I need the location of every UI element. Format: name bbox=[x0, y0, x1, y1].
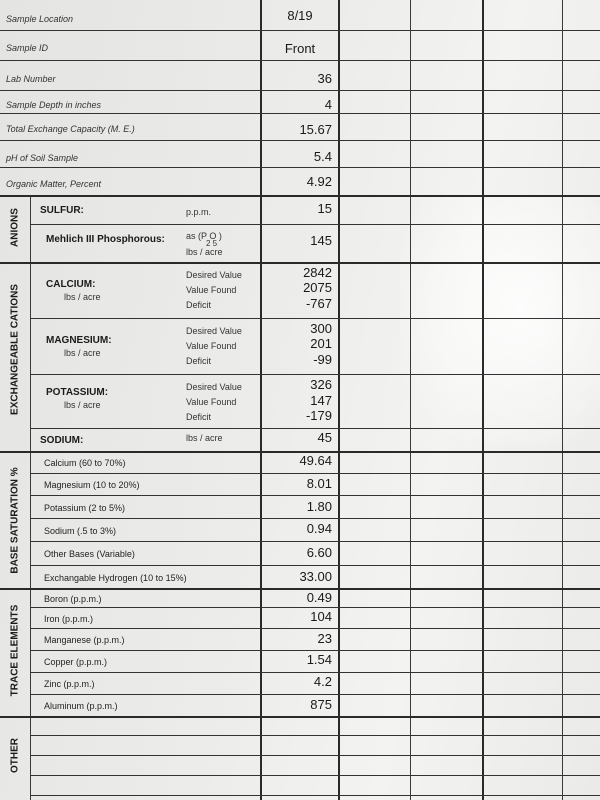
row-line bbox=[0, 30, 600, 31]
sulfur-unit: p.p.m. bbox=[186, 207, 212, 217]
row-line bbox=[30, 650, 600, 651]
calcium-deficit-label: Deficit bbox=[186, 300, 212, 310]
base-sat-value: 1.80 bbox=[306, 499, 332, 514]
phosphorous-label: Mehlich III Phosphorous: bbox=[46, 234, 165, 245]
header-value-sample-location: 8/19 bbox=[287, 8, 313, 23]
sodium-label: SODIUM: bbox=[40, 435, 84, 446]
header-value-tec: 15.67 bbox=[299, 122, 332, 137]
trace-label: Zinc (p.p.m.) bbox=[44, 679, 95, 689]
row-line bbox=[0, 90, 600, 91]
trace-value: 875 bbox=[310, 697, 332, 712]
section-label-cations: EXCHANGEABLE CATIONS bbox=[9, 284, 21, 415]
row-line bbox=[0, 113, 600, 114]
base-sat-label: Calcium (60 to 70%) bbox=[44, 458, 126, 468]
base-sat-value: 6.60 bbox=[306, 545, 332, 560]
potassium-found-label: Value Found bbox=[186, 397, 237, 407]
trace-label: Boron (p.p.m.) bbox=[44, 594, 102, 604]
magnesium-label: MAGNESIUM: bbox=[46, 335, 112, 346]
calcium-found-label: Value Found bbox=[186, 285, 237, 295]
header-value-lab-number: 36 bbox=[317, 71, 332, 86]
header-label-ph: pH of Soil Sample bbox=[6, 153, 79, 163]
header-label-lab-number: Lab Number bbox=[6, 74, 56, 84]
grid-line bbox=[482, 0, 484, 800]
base-sat-label: Potassium (2 to 5%) bbox=[44, 503, 126, 513]
base-sat-value: 33.00 bbox=[299, 569, 332, 584]
calcium-unit: lbs / acre bbox=[64, 292, 101, 302]
trace-label: Aluminum (p.p.m.) bbox=[44, 701, 118, 711]
trace-label: Iron (p.p.m.) bbox=[44, 614, 94, 624]
row-line bbox=[0, 140, 600, 141]
header-label-organic-matter: Organic Matter, Percent bbox=[6, 179, 102, 189]
potassium-deficit-value: -179 bbox=[305, 408, 332, 423]
base-sat-label: Exchangable Hydrogen (10 to 15%) bbox=[44, 573, 187, 583]
header-label-sample-location: Sample Location bbox=[6, 14, 74, 24]
sulfur-value: 15 bbox=[317, 201, 332, 216]
magnesium-deficit-label: Deficit bbox=[186, 356, 212, 366]
phosphorous-value: 145 bbox=[310, 233, 332, 248]
row-line bbox=[30, 755, 600, 756]
section-label-trace: TRACE ELEMENTS bbox=[9, 604, 21, 697]
trace-value: 104 bbox=[310, 609, 332, 624]
row-line bbox=[30, 775, 600, 776]
base-sat-value: 49.64 bbox=[299, 453, 332, 468]
row-line bbox=[0, 716, 600, 718]
base-sat-value: 8.01 bbox=[306, 476, 332, 491]
row-line bbox=[30, 428, 600, 429]
row-line bbox=[30, 318, 600, 319]
potassium-unit: lbs / acre bbox=[64, 400, 101, 410]
phosphorous-subscript: 2 5 bbox=[206, 239, 218, 248]
grid-line bbox=[30, 195, 31, 800]
row-line bbox=[30, 565, 600, 566]
row-line bbox=[30, 607, 600, 608]
row-line bbox=[30, 473, 600, 474]
row-line bbox=[30, 374, 600, 375]
header-label-sample-id: Sample ID bbox=[6, 43, 49, 53]
header-value-organic-matter: 4.92 bbox=[306, 174, 332, 189]
header-value-sample-depth: 4 bbox=[324, 97, 332, 112]
row-line bbox=[0, 262, 600, 264]
light-glare bbox=[400, 195, 600, 445]
section-label-other: OTHER bbox=[9, 738, 21, 773]
row-line bbox=[0, 167, 600, 168]
trace-value: 4.2 bbox=[313, 674, 332, 689]
magnesium-found-value: 201 bbox=[310, 336, 332, 351]
phosphorous-unit-2: lbs / acre bbox=[186, 247, 223, 257]
row-line bbox=[30, 518, 600, 519]
header-value-ph: 5.4 bbox=[313, 149, 332, 164]
calcium-label: CALCIUM: bbox=[46, 279, 96, 290]
trace-value: 23 bbox=[317, 631, 332, 646]
section-label-anions: ANIONS bbox=[9, 208, 21, 247]
trace-value: 1.54 bbox=[306, 652, 332, 667]
row-line bbox=[30, 541, 600, 542]
header-label-tec: Total Exchange Capacity (M. E.) bbox=[6, 124, 135, 134]
base-sat-value: 0.94 bbox=[306, 521, 332, 536]
potassium-desired-value: 326 bbox=[310, 377, 332, 392]
calcium-deficit-value: -767 bbox=[305, 296, 332, 311]
potassium-found-value: 147 bbox=[310, 393, 332, 408]
base-sat-label: Other Bases (Variable) bbox=[44, 549, 135, 559]
base-sat-label: Magnesium (10 to 20%) bbox=[44, 480, 140, 490]
base-sat-label: Sodium (.5 to 3%) bbox=[44, 526, 117, 536]
row-line bbox=[30, 694, 600, 695]
trace-value: 0.49 bbox=[306, 590, 332, 605]
row-line bbox=[30, 224, 600, 225]
potassium-label: POTASSIUM: bbox=[46, 387, 109, 398]
calcium-desired-label: Desired Value bbox=[186, 270, 242, 280]
row-line bbox=[30, 795, 600, 796]
row-line bbox=[0, 195, 600, 197]
trace-label: Copper (p.p.m.) bbox=[44, 657, 108, 667]
sodium-value: 45 bbox=[317, 430, 332, 445]
row-line bbox=[30, 672, 600, 673]
row-line bbox=[30, 735, 600, 736]
magnesium-deficit-value: -99 bbox=[313, 352, 332, 367]
potassium-deficit-label: Deficit bbox=[186, 412, 212, 422]
sodium-unit: lbs / acre bbox=[186, 433, 223, 443]
grid-line bbox=[410, 0, 411, 800]
magnesium-desired-label: Desired Value bbox=[186, 326, 242, 336]
trace-label: Manganese (p.p.m.) bbox=[44, 635, 125, 645]
magnesium-desired-value: 300 bbox=[310, 321, 332, 336]
row-line bbox=[30, 628, 600, 629]
magnesium-found-label: Value Found bbox=[186, 341, 237, 351]
grid-line bbox=[338, 0, 340, 800]
header-label-sample-depth: Sample Depth in inches bbox=[6, 100, 102, 110]
sulfur-label: SULFUR: bbox=[40, 205, 84, 216]
calcium-desired-value: 2842 bbox=[303, 265, 332, 280]
section-label-base-saturation: BASE SATURATION % bbox=[9, 467, 21, 574]
row-line bbox=[30, 495, 600, 496]
row-line bbox=[0, 60, 600, 61]
header-value-sample-id: Front bbox=[284, 41, 316, 56]
calcium-found-value: 2075 bbox=[303, 280, 332, 295]
phosphorous-unit: as (P O ) bbox=[186, 231, 222, 241]
potassium-desired-label: Desired Value bbox=[186, 382, 242, 392]
grid-line bbox=[562, 0, 563, 800]
magnesium-unit: lbs / acre bbox=[64, 348, 101, 358]
